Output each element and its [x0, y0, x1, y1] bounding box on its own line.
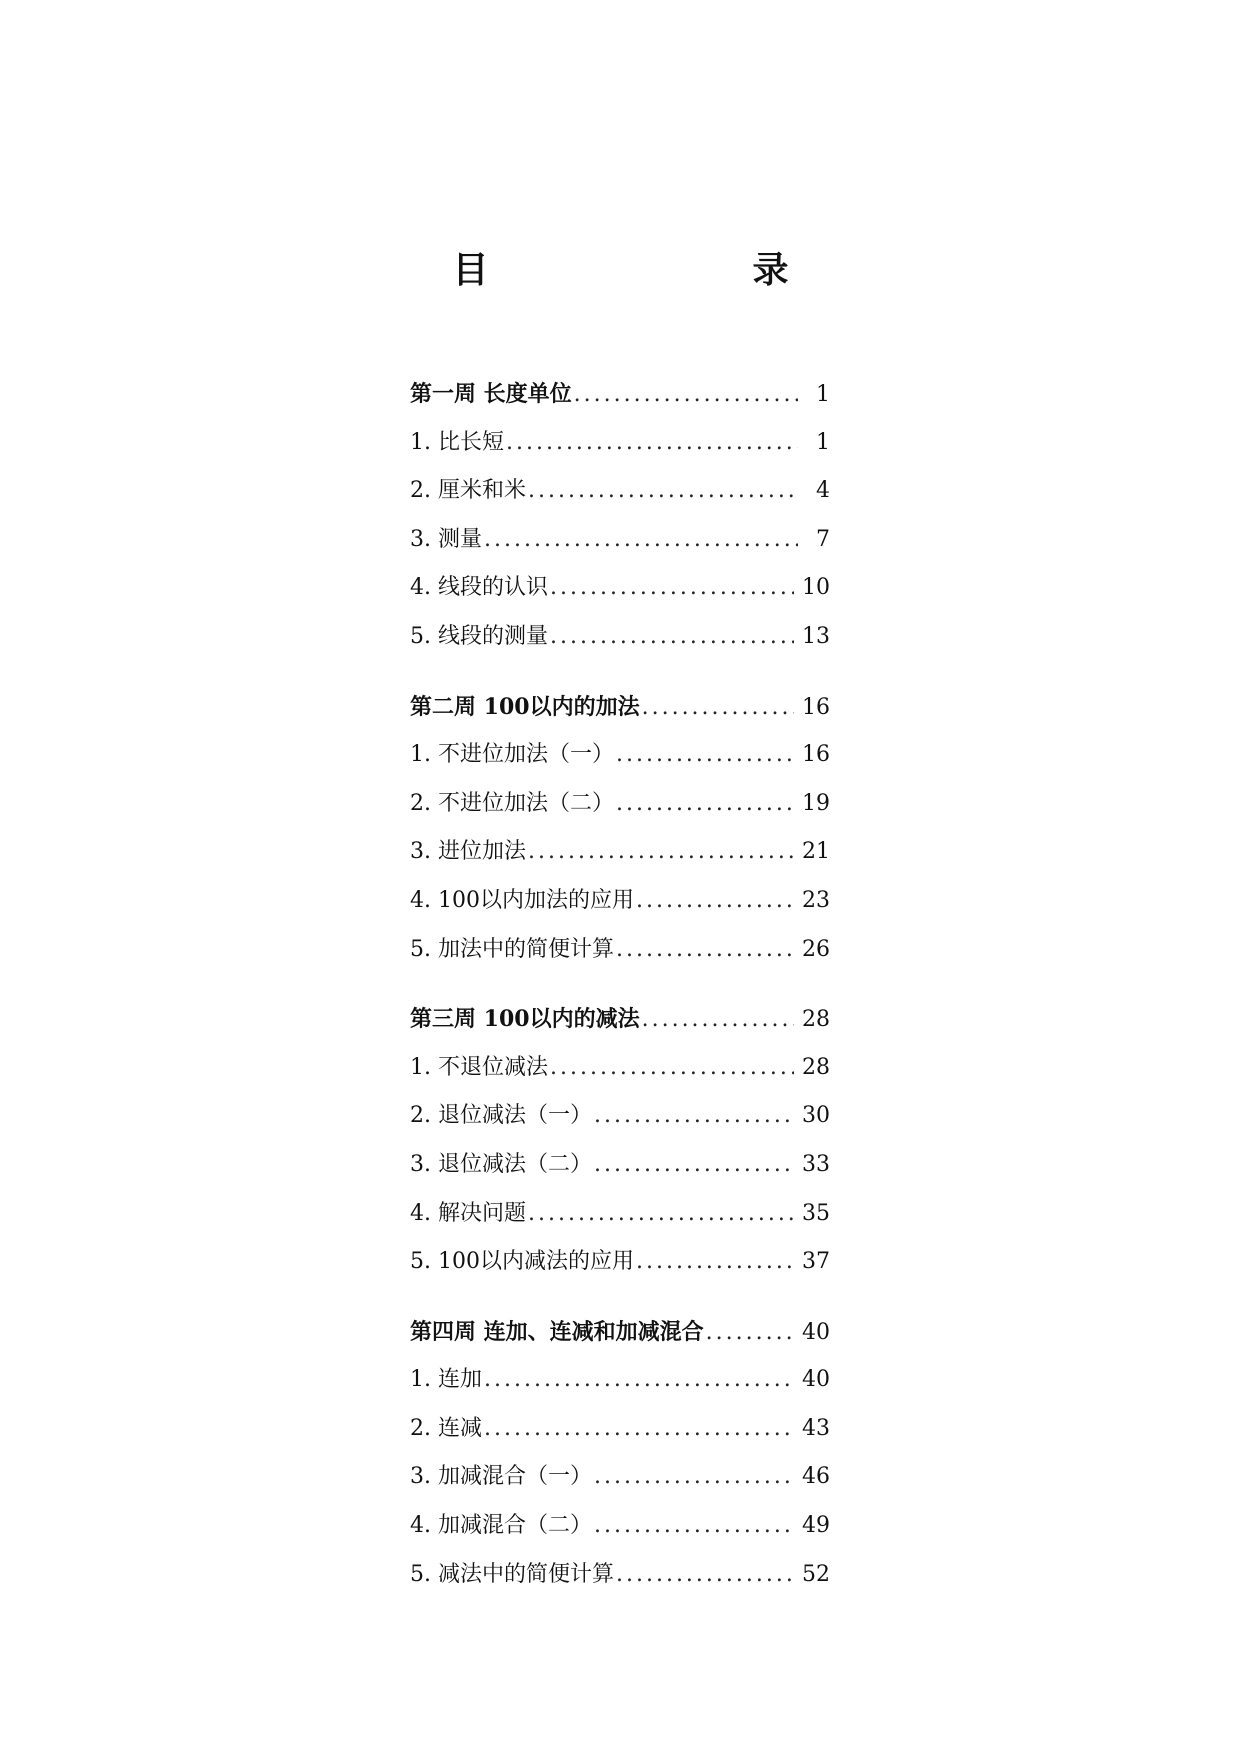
toc-entry-label: 4. 线段的认识	[410, 575, 548, 601]
toc-entry-label: 1. 不退位减法	[410, 1054, 548, 1080]
dot-leader	[506, 419, 798, 468]
dot-leader	[574, 371, 798, 420]
toc-entry-label: 5. 100以内减法的应用	[410, 1249, 634, 1275]
toc-page-number: 26	[802, 936, 830, 962]
toc-entry[interactable]	[410, 780, 830, 829]
toc-page-number: 52	[802, 1561, 830, 1587]
dot-leader	[642, 996, 794, 1045]
dot-leader	[594, 1092, 794, 1141]
toc-entry[interactable]	[410, 516, 830, 565]
toc-entry[interactable]	[410, 1551, 830, 1600]
toc-page-number: 28	[802, 1007, 830, 1033]
dot-leader	[528, 828, 794, 877]
toc-page-number: 4	[816, 478, 830, 504]
toc-entry[interactable]	[410, 1238, 830, 1287]
toc-entry-label: 2. 连减	[410, 1415, 482, 1441]
toc-entry[interactable]	[410, 1044, 830, 1093]
toc-page-number: 40	[802, 1367, 830, 1393]
toc-page-number: 13	[802, 623, 830, 649]
toc-heading[interactable]	[410, 370, 830, 419]
toc-heading-label: 第四周 连加、连减和加减混合	[410, 1318, 704, 1345]
toc-page-number: 43	[802, 1415, 830, 1441]
toc-entry[interactable]	[410, 731, 830, 780]
toc-page-number: 21	[802, 839, 830, 865]
toc-entry-label: 3. 测量	[410, 526, 482, 552]
toc-entry[interactable]	[410, 613, 830, 662]
toc-entry[interactable]	[410, 1141, 830, 1190]
toc-page-number: 46	[802, 1464, 830, 1490]
toc-entry[interactable]	[410, 1453, 830, 1502]
toc-entry-label: 1. 比长短	[410, 429, 504, 455]
toc-entry-label: 2. 厘米和米	[410, 478, 526, 504]
toc-entry[interactable]	[410, 877, 830, 926]
toc-heading[interactable]	[410, 683, 830, 732]
toc-entry[interactable]	[410, 828, 830, 877]
dot-leader	[616, 1551, 794, 1600]
toc-page-number: 16	[802, 694, 830, 720]
toc-page-number: 10	[802, 575, 830, 601]
toc-entry-label: 5. 线段的测量	[410, 623, 548, 649]
toc-entry[interactable]	[410, 1092, 830, 1141]
dot-leader	[636, 877, 794, 926]
page-title: 目 录	[452, 249, 853, 291]
dot-leader	[706, 1309, 794, 1358]
table-of-contents	[410, 370, 830, 1620]
dot-leader	[594, 1453, 794, 1502]
toc-page-number: 40	[802, 1319, 830, 1345]
dot-leader	[484, 1356, 794, 1405]
toc-entry[interactable]	[410, 467, 830, 516]
toc-entry-label: 5. 减法中的简便计算	[410, 1561, 614, 1587]
toc-heading[interactable]	[410, 995, 830, 1044]
toc-page-number: 1	[816, 429, 830, 455]
toc-section-week-2	[410, 683, 830, 975]
toc-entry[interactable]	[410, 419, 830, 468]
dot-leader	[550, 613, 794, 662]
toc-entry-label: 3. 进位加法	[410, 839, 526, 865]
toc-section-week-4	[410, 1308, 830, 1600]
toc-page-number: 35	[802, 1200, 830, 1226]
dot-leader	[550, 1044, 794, 1093]
toc-entry[interactable]	[410, 564, 830, 613]
toc-entry-label: 5. 加法中的简便计算	[410, 936, 614, 962]
dot-leader	[528, 1190, 794, 1239]
toc-entry-label: 4. 100以内加法的应用	[410, 887, 634, 913]
dot-leader	[642, 684, 794, 733]
dot-leader	[636, 1238, 794, 1287]
toc-heading-label: 第三周 100以内的减法	[410, 1006, 640, 1033]
toc-page-number: 1	[816, 382, 830, 407]
toc-heading[interactable]	[410, 1308, 830, 1357]
dot-leader	[616, 926, 794, 975]
toc-page-number: 19	[802, 790, 830, 816]
toc-page-number: 23	[802, 887, 830, 913]
toc-page-number: 33	[802, 1151, 830, 1177]
toc-entry-label: 1. 连加	[410, 1367, 482, 1393]
toc-entry-label: 3. 退位减法（二）	[410, 1151, 592, 1177]
toc-heading-label: 第二周 100以内的加法	[410, 693, 640, 720]
toc-entry[interactable]	[410, 1356, 830, 1405]
dot-leader	[550, 564, 794, 613]
toc-entry[interactable]	[410, 1405, 830, 1454]
toc-section-week-1	[410, 370, 830, 662]
toc-entry-label: 3. 加减混合（一）	[410, 1464, 592, 1490]
dot-leader	[594, 1141, 794, 1190]
toc-entry-label: 1. 不进位加法（一）	[410, 742, 614, 768]
dot-leader	[528, 467, 798, 516]
dot-leader	[484, 516, 798, 565]
toc-page-number: 28	[802, 1054, 830, 1080]
dot-leader	[484, 1405, 794, 1454]
toc-entry[interactable]	[410, 926, 830, 975]
dot-leader	[594, 1502, 794, 1551]
toc-page-number: 49	[802, 1513, 830, 1539]
toc-heading-label: 第一周 长度单位	[410, 381, 572, 407]
toc-entry-label: 4. 加减混合（二）	[410, 1513, 592, 1539]
toc-entry-label: 2. 不进位加法（二）	[410, 790, 614, 816]
toc-page-number: 16	[802, 742, 830, 768]
toc-page-number: 37	[802, 1249, 830, 1275]
toc-entry[interactable]	[410, 1190, 830, 1239]
toc-entry-label: 2. 退位减法（一）	[410, 1103, 592, 1129]
dot-leader	[616, 780, 794, 829]
toc-entry-label: 4. 解决问题	[410, 1200, 526, 1226]
toc-section-week-3	[410, 995, 830, 1287]
toc-page-number: 30	[802, 1103, 830, 1129]
toc-entry[interactable]	[410, 1502, 830, 1551]
toc-page-number: 7	[816, 526, 830, 552]
dot-leader	[616, 731, 794, 780]
